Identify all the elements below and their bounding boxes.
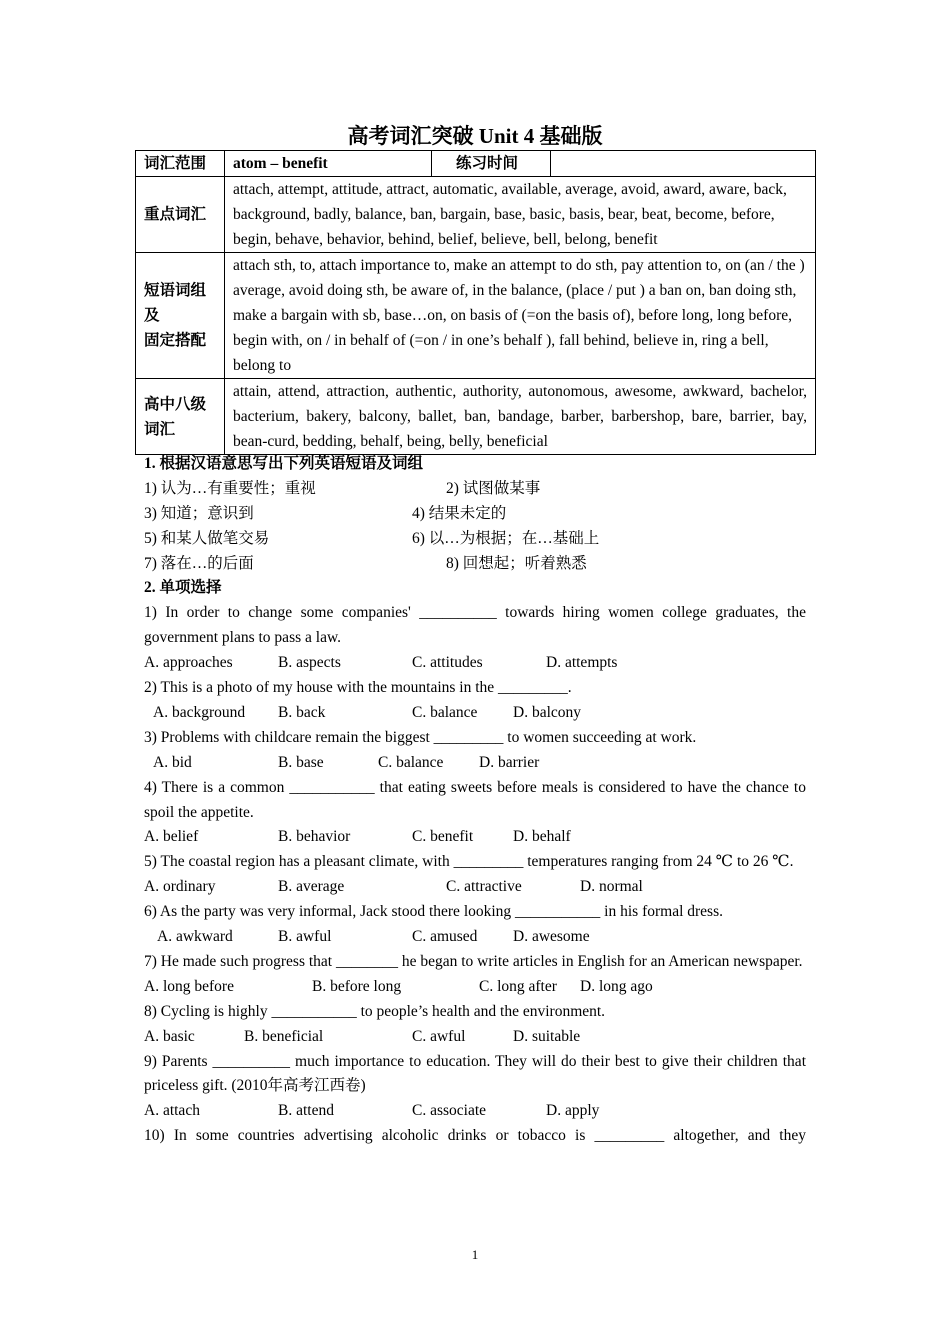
option: B. base xyxy=(278,753,324,771)
option: D. balcony xyxy=(513,703,582,721)
phrases-label-line2: 固定搭配 xyxy=(144,332,207,349)
question-stem: 7) He made such progress that ________ he began to write articles in English for an American newspaper. xyxy=(144,952,803,970)
question-stem: 4) There is a common ___________ that eating sweets before meals is considered to have the chance to spoil the appetite. xyxy=(144,778,806,821)
section1-item: 3) 知道；意识到 xyxy=(144,504,254,522)
option: B. average xyxy=(278,878,345,896)
section1-item: 7) 落在…的后面 xyxy=(144,554,254,572)
section1-row xyxy=(144,477,806,502)
key-words: attach, attempt, attitude, attract, automatic, available, average, avoid, award, aware, back, background, badly, balance, ban, bargain, base, basic, basis, bear, beat, become, before, begin, behave, behavior, behind, belief, believe, bell, belong, benefit xyxy=(225,177,816,253)
option: B. back xyxy=(278,703,326,721)
option: A. basic xyxy=(144,1027,195,1045)
option: D. awesome xyxy=(513,928,590,946)
option: D. apply xyxy=(546,1102,600,1120)
option: D. behalf xyxy=(513,828,571,846)
section1-item: 5) 和某人做笔交易 xyxy=(144,529,270,547)
time-label: 练习时间 xyxy=(432,151,551,177)
section1-item: 6) 以…为根据；在…基础上 xyxy=(412,529,600,547)
vocabulary-table xyxy=(135,150,816,455)
option: C. associate xyxy=(412,1102,487,1120)
question-options xyxy=(144,1025,806,1050)
level-words: attain, attend, attraction, authentic, authority, autonomous, awesome, awkward, bachelor, bacterium, bakery, balcony, ballet, ban, bandage, barber, barbershop, bare, barrier, bay, bean-curd, bedding, behalf, being, belly, beneficial xyxy=(225,379,816,455)
question-stem: 2) This is a photo of my house with the mountains in the _________. xyxy=(144,679,572,697)
section1-item: 4) 结果未定的 xyxy=(412,504,507,522)
option: D. suitable xyxy=(513,1027,581,1045)
exercise-body xyxy=(144,452,806,1149)
phrases: attach sth, to, attach importance to, make an attempt to do sth, pay attention to, on (an / the ) average, avoid doing sth, be aware of, in the balance, (place / put ) a ban on, ban doing sth, make a bargain with sb, base…on, on basis of (=on the basis of), before long, long before, begin with, on / in behalf of (=on / in one’s behalf ), fall behind, believe in, ring a bell, belong to xyxy=(225,253,816,379)
question-options xyxy=(144,875,806,900)
option: A. awkward xyxy=(157,928,233,946)
option: B. beneficial xyxy=(244,1027,324,1045)
question-stem: 3) Problems with childcare remain the biggest _________ to women succeeding at work. xyxy=(144,728,697,746)
option: D. long ago xyxy=(580,977,653,995)
option: C. attitudes xyxy=(412,654,483,672)
table-row-phrases xyxy=(136,253,816,379)
section2-heading: 2. 单项选择 xyxy=(144,579,222,597)
option: C. awful xyxy=(412,1027,466,1045)
range-label: 词汇范围 xyxy=(136,151,225,177)
option: A. belief xyxy=(144,828,199,846)
page-number: 1 xyxy=(471,1247,479,1262)
section1-heading: 1. 根据汉语意思写出下列英语短语及词组 xyxy=(144,455,424,472)
option: A. background xyxy=(153,703,246,721)
section1-row xyxy=(144,552,806,577)
option: D. normal xyxy=(580,878,643,896)
time-value xyxy=(551,151,816,177)
option: B. awful xyxy=(278,928,332,946)
option: D. attempts xyxy=(546,654,618,672)
phrases-label xyxy=(136,253,225,379)
question-stem: 10) In some countries advertising alcoholic drinks or tobacco is _________ altogether, and they xyxy=(144,1127,806,1145)
option: D. barrier xyxy=(479,753,540,771)
question-options xyxy=(144,1099,806,1124)
question-stem: 8) Cycling is highly ___________ to people’s health and the environment. xyxy=(144,1002,606,1020)
option: B. before long xyxy=(312,977,402,995)
range-value: atom – benefit xyxy=(225,151,432,177)
key-words-label: 重点词汇 xyxy=(136,177,225,253)
question-options xyxy=(144,925,806,950)
table-row-level-words xyxy=(136,379,816,455)
option: A. bid xyxy=(153,753,192,771)
question-options xyxy=(144,751,806,776)
section1-row xyxy=(144,527,806,552)
option: B. attend xyxy=(278,1102,334,1120)
option: C. balance xyxy=(378,753,444,771)
question-stem: 9) Parents __________ much importance to education. They will do their best to give their children that priceless gift. (2010年高考江西卷) xyxy=(144,1052,806,1095)
table-row-range xyxy=(136,151,816,177)
option: A. long before xyxy=(144,977,234,995)
option: B. behavior xyxy=(278,828,351,846)
section1-item: 8) 回想起；听着熟悉 xyxy=(446,554,587,572)
question-options xyxy=(144,825,806,850)
option: C. benefit xyxy=(412,828,474,846)
question-options xyxy=(144,701,806,726)
question-options xyxy=(144,975,806,1000)
level-words-label: 高中八级词汇 xyxy=(136,379,225,455)
section1-item: 1) 认为…有重要性；重视 xyxy=(144,479,316,497)
option: C. long after xyxy=(479,977,557,995)
question-stem: 1) In order to change some companies' __________ towards hiring women college graduates, the government plans to pass a law. xyxy=(144,604,806,647)
option: B. aspects xyxy=(278,654,341,672)
table-row-key-words xyxy=(136,177,816,253)
phrases-label-line1: 短语词组及 xyxy=(144,282,207,324)
question-options xyxy=(144,651,806,676)
option: A. ordinary xyxy=(144,878,216,896)
question-stem: 6) As the party was very informal, Jack stood there looking ___________ in his formal dress. xyxy=(144,903,723,921)
question-stem: 5) The coastal region has a pleasant climate, with _________ temperatures ranging from 24 ℃ to 26 ℃. xyxy=(144,853,794,871)
option: A. approaches xyxy=(144,654,233,672)
option: A. attach xyxy=(144,1102,200,1120)
section1-row xyxy=(144,502,806,527)
page-title: 高考词汇突破 Unit 4 基础版 xyxy=(347,124,603,148)
option: C. attractive xyxy=(446,878,522,896)
section1-item: 2) 试图做某事 xyxy=(446,479,541,497)
option: C. balance xyxy=(412,703,478,721)
option: C. amused xyxy=(412,928,478,946)
